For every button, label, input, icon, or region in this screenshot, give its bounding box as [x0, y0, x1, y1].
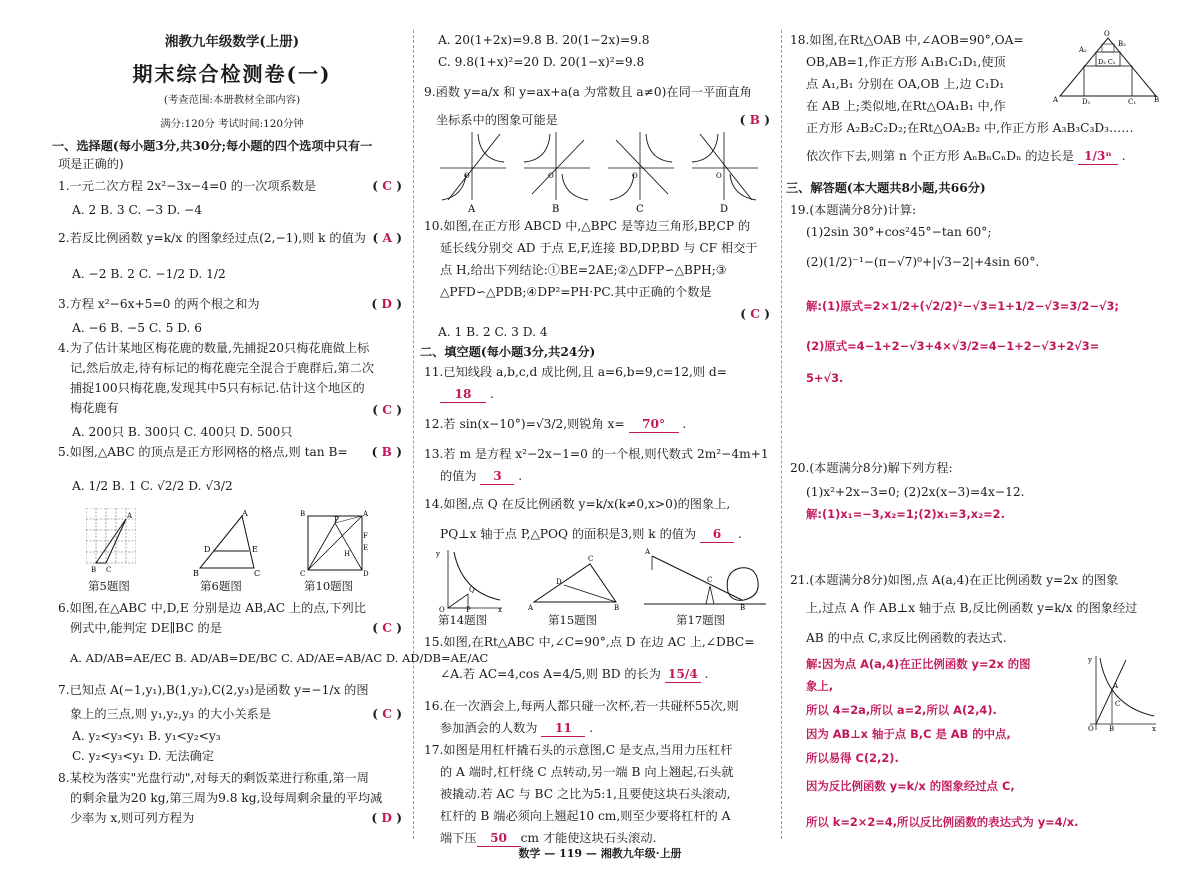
question-10-line3: 点 H,给出下列结论:①BE=2AE;②△DFP∽△BPH;③ — [440, 263, 727, 277]
question-8-line2: 的剩余量为20 kg,第三周为9.8 kg,设每周剩余量的平均减 — [70, 791, 383, 805]
question-21-line2: 上,过点 A 作 AB⊥x 轴于点 B,反比例函数 y=k/x 的图象经过 — [806, 601, 1138, 615]
caption-figure-10: 第10题图 — [304, 579, 354, 593]
svg-text:A: A — [645, 548, 651, 556]
svg-text:x: x — [498, 606, 502, 612]
options-8-row2: C. 9.8(1+x)²=20 D. 20(1−x)²=9.8 — [438, 55, 645, 69]
svg-text:O: O — [1104, 30, 1110, 38]
figure-9-label: D — [720, 204, 729, 214]
figure-10-square — [298, 510, 372, 576]
answer-13: 3 — [480, 468, 514, 485]
svg-text:B₂: B₂ — [1118, 40, 1126, 48]
svg-text:O: O — [548, 172, 554, 180]
score-time: 满分:120分 考试时间:120分钟 — [160, 118, 304, 130]
figure-9-graphs — [434, 130, 770, 214]
question-9-line2: 坐标系中的图象可能是 — [436, 113, 558, 127]
svg-text:C: C — [707, 576, 713, 584]
caption-figure-17: 第17题图 — [676, 613, 726, 627]
question-4-line2: 记,然后放走,待有标记的梅花鹿完全混合于鹿群后,第二次 — [70, 361, 375, 375]
caption-figure-14: 第14题图 — [438, 613, 488, 627]
svg-text:y: y — [1088, 656, 1092, 664]
column-middle — [420, 26, 774, 845]
svg-text:D₁: D₁ — [1082, 98, 1091, 106]
svg-text:B: B — [1109, 725, 1115, 732]
question-16-line1: 16.在一次酒会上,每两人都只碰一次杯,若一共碰杯55次,则 — [424, 699, 739, 713]
svg-text:A: A — [528, 604, 534, 610]
options-2: A. −2 B. 2 C. −1/2 D. 1/2 — [72, 267, 226, 281]
figure-15-triangle — [528, 550, 624, 610]
svg-text:O: O — [439, 606, 445, 612]
answer-15: 15/4 — [665, 666, 701, 683]
svg-text:O: O — [1088, 725, 1094, 732]
question-13-line1: 13.若 m 是方程 x²−2x−1=0 的一个根,则代数式 2m²−4m+1 — [424, 447, 769, 461]
figure-5-grid — [86, 508, 136, 574]
solution-19-part2-cont: 5+√3. — [806, 371, 844, 385]
options-5: A. 1/2 B. 1 C. √2/2 D. √3/2 — [72, 479, 233, 493]
solution-21-line3: 所以 4=2a,所以 a=2,所以 A(2,4). — [806, 703, 997, 717]
question-10-line4: △PFD∽△PDB;④DP²=PH·PC.其中正确的个数是 — [440, 285, 712, 299]
question-14-line2: PQ⊥x 轴于点 P,△POQ 的面积是3,则 k 的值为 6 . — [440, 527, 742, 541]
svg-text:A: A — [127, 512, 133, 520]
svg-text:C: C — [106, 566, 112, 574]
solution-19-part1: 解:(1)原式=2×1/2+(√2/2)²−√3=1+1/2−√3=3/2−√3; — [806, 299, 1119, 313]
svg-text:D₂ C₂: D₂ C₂ — [1098, 58, 1116, 66]
svg-text:A₂: A₂ — [1079, 46, 1087, 54]
figure-21-graph — [1082, 654, 1158, 732]
svg-text:x: x — [1152, 725, 1156, 732]
svg-text:B: B — [1154, 96, 1160, 104]
question-4-line3: 捕捉100只梅花鹿,发现其中5只有标记.估计这个地区的 — [70, 381, 365, 395]
answer-14: 6 — [700, 526, 734, 543]
caption-figure-6: 第6题图 — [200, 579, 242, 593]
question-17-line2: 的 A 端时,杠杆绕 C 点转动,另一端 B 向上翘起,石头就 — [440, 765, 734, 779]
question-8-line3: 少率为 x,则可列方程为 — [70, 811, 195, 825]
question-18-line4: 在 AB 上;类似地,在Rt△OA₁B₁ 中,作 — [806, 99, 1006, 113]
svg-text:D: D — [363, 570, 369, 576]
section-solve-heading: 三、解答题(本大题共8小题,共66分) — [786, 181, 986, 195]
svg-text:C₁: C₁ — [1128, 98, 1137, 106]
answer-4: ( C ) — [372, 403, 402, 417]
question-7-line1: 7.已知点 A(−1,y₁),B(1,y₂),C(2,y₃)是函数 y=−1/x 的图 — [58, 683, 369, 697]
question-10-line1: 10.如图,在正方形 ABCD 中,△BPC 是等边三角形,BP,CP 的 — [424, 219, 751, 233]
answer-9: ( B ) — [739, 113, 770, 127]
question-14-line1: 14.如图,点 Q 在反比例函数 y=k/x(k≠0,x>0)的图象上, — [424, 497, 731, 511]
figure-9-label: A — [468, 204, 476, 214]
question-20: 20.(本题满分8分)解下列方程: — [790, 461, 953, 475]
figure-9-label: C — [636, 204, 644, 214]
question-19: 19.(本题满分8分)计算: — [790, 203, 917, 217]
figure-9-option-B — [524, 132, 590, 214]
question-9-line1: 9.函数 y=a/x 和 y=ax+a(a 为常数且 a≠0)在同一平面直角 — [424, 85, 752, 99]
question-4-line4: 梅花鹿有 — [70, 401, 119, 415]
answer-5: ( B ) — [371, 445, 402, 459]
scope-note: (考查范围:本册教材全部内容) — [163, 94, 301, 106]
svg-text:F: F — [363, 532, 368, 540]
page-footer: 数学 — 119 — 湘教九年级·上册 — [518, 847, 682, 860]
question-17-line4: 杠杆的 B 端必须向上翘起10 cm,则至少要将杠杆的 A — [440, 809, 731, 823]
svg-text:y: y — [436, 550, 440, 558]
options-1: A. 2 B. 3 C. −3 D. −4 — [72, 203, 203, 217]
figure-18-squares — [1052, 28, 1162, 106]
svg-text:B: B — [614, 604, 620, 610]
answer-12: 70° — [629, 416, 679, 433]
options-7-row1: A. y₂<y₃<y₁ B. y₁<y₂<y₃ — [72, 729, 221, 743]
svg-text:B: B — [91, 566, 97, 574]
svg-text:C: C — [1115, 700, 1121, 708]
solution-21-line6: 因为反比例函数 y=k/x 的图象经过点 C, — [806, 779, 1015, 793]
solution-21-line2: 象上, — [806, 679, 834, 693]
question-2: 2.若反比例函数 y=k/x 的图象经过点(2,−1),则 k 的值为 — [58, 231, 366, 245]
options-6: A. AD/AB=AE/EC B. AD/AB=DE/BC C. AD/AE=AB/AC D. AD/DB=AE/AC — [70, 651, 489, 665]
options-10: A. 1 B. 2 C. 3 D. 4 — [438, 325, 548, 339]
question-21-line3: AB 的中点 C,求反比例函数的表达式. — [806, 631, 1007, 645]
question-18-line6: 依次作下去,则第 n 个正方形 AₙBₙCₙDₙ 的边长是 1/3ⁿ . — [806, 149, 1126, 163]
answer-7: ( C ) — [372, 707, 402, 721]
figure-9-label: B — [552, 204, 560, 214]
question-18-line2: OB,AB=1,作正方形 A₁B₁C₁D₁,使顶 — [806, 55, 1006, 69]
question-21-line1: 21.(本题满分8分)如图,点 A(a,4)在正比例函数 y=2x 的图象 — [790, 573, 1119, 587]
solution-21-line1: 解:因为点 A(a,4)在正比例函数 y=2x 的图 — [806, 657, 1031, 671]
answer-16: 11 — [541, 720, 585, 737]
question-18-line5: 正方形 A₂B₂C₂D₂;在Rt△OA₂B₂ 中,作正方形 A₃B₃C₃D₃…… — [806, 121, 1134, 135]
question-3: 3.方程 x²−6x+5=0 的两个根之和为 — [58, 297, 260, 311]
svg-text:A: A — [1053, 96, 1059, 104]
svg-text:P: P — [334, 516, 339, 524]
solution-19-part2: (2)原式=4−1+2−√3+4×√3/2=4−1+2−√3+2√3= — [806, 339, 1100, 353]
question-7-line2: 象上的三点,则 y₁,y₂,y₃ 的大小关系是 — [70, 707, 271, 721]
answer-11: 18 . — [424, 386, 774, 403]
svg-text:E: E — [363, 544, 369, 552]
svg-text:C: C — [254, 569, 261, 576]
answer-1: ( C ) — [372, 179, 402, 193]
question-17-line1: 17.如图是用杠杆撬石头的示意图,C 是支点,当用力压杠杆 — [424, 743, 733, 757]
svg-text:D: D — [556, 578, 562, 586]
question-17-line5: 端下压 50 cm 才能使这块石头滚动. — [440, 831, 657, 845]
question-16-line2: 参加酒会的人数为 11 . — [440, 721, 594, 735]
svg-text:D: D — [204, 545, 211, 554]
answer-18: 1/3ⁿ — [1078, 148, 1118, 165]
svg-text:P: P — [466, 606, 471, 612]
solution-21-line5: 所以易得 C(2,2). — [806, 751, 899, 765]
section-choice-heading: 一、选择题(每小题3分,共30分;每小题的四个选项中只有一 — [52, 139, 373, 153]
question-5: 5.如图,△ABC 的顶点是正方形网格的格点,则 tan B= — [58, 445, 348, 459]
answer-2: ( A ) — [372, 231, 402, 245]
svg-text:O: O — [632, 172, 638, 180]
answer-3: ( D ) — [371, 297, 402, 311]
question-19-part2: (2)(1/2)⁻¹−(π−√7)⁰+|√3−2|+4sin 60°. — [806, 255, 1040, 269]
figure-6-triangle — [190, 510, 270, 576]
solution-21-line7: 所以 k=2×2=4,所以反比例函数的表达式为 y=4/x. — [806, 815, 1079, 829]
question-4-line1: 4.为了估计某地区梅花鹿的数量,先捕捉20只梅花鹿做上标 — [58, 341, 370, 355]
figure-9-option-A — [440, 132, 506, 214]
answer-17: 50 — [477, 830, 521, 847]
question-18-line3: 点 A₁,B₁ 分别在 OA,OB 上,边 C₁D₁ — [806, 77, 1005, 91]
options-3: A. −6 B. −5 C. 5 D. 6 — [72, 321, 203, 335]
solution-21-line4: 因为 AB⊥x 轴于点 B,C 是 AB 的中点, — [806, 727, 1011, 741]
svg-text:E: E — [252, 545, 258, 554]
page-title: 期末综合检测卷(一) — [132, 62, 332, 86]
svg-text:C: C — [588, 555, 594, 563]
section-fill-heading: 二、填空题(每小题3分,共24分) — [420, 345, 596, 359]
question-13-line2: 的值为 3 . — [440, 469, 523, 483]
solution-20: 解:(1)x₁=−3,x₂=1;(2)x₁=3,x₂=2. — [806, 507, 1005, 521]
caption-figure-5: 第5题图 — [88, 579, 130, 593]
options-7-row2: C. y₂<y₃<y₁ D. 无法确定 — [72, 749, 215, 763]
answer-10: ( C ) — [740, 307, 770, 321]
question-15-line1: 15.如图,在Rt△ABC 中,∠C=90°,点 D 在边 AC 上,∠DBC= — [424, 635, 755, 649]
figure-14-hyperbola — [434, 548, 504, 612]
column-right — [786, 26, 1162, 837]
svg-text:Q: Q — [469, 586, 475, 594]
question-19-part1: (1)2sin 30°+cos²45°−tan 60°; — [806, 225, 992, 239]
svg-text:A: A — [242, 510, 248, 518]
svg-text:C: C — [300, 570, 306, 576]
answer-8: ( D ) — [371, 811, 402, 825]
question-20-parts: (1)x²+2x−3=0; (2)2x(x−3)=4x−12. — [806, 485, 1025, 499]
section-choice-heading-cont: 项是正确的) — [58, 157, 124, 171]
svg-text:B: B — [740, 604, 746, 612]
figure-9-option-D — [692, 132, 758, 214]
figure-9-option-C — [608, 132, 674, 214]
question-17-line3: 被撬动.若 AC 与 BC 之比为5:1,且要使这块石头滚动, — [440, 787, 731, 801]
question-6-line2: 例式中,能判定 DE∥BC 的是 — [70, 621, 222, 635]
svg-text:H: H — [344, 550, 351, 558]
figure-17-lever — [644, 548, 766, 612]
caption-figure-15: 第15题图 — [548, 613, 598, 627]
question-10-line2: 延长线分别交 AD 于点 E,F,连接 BD,DP,BD 与 CF 相交于 — [440, 241, 758, 255]
svg-text:A: A — [363, 510, 369, 518]
question-8-line1: 8.某校为落实"光盘行动",对每天的剩饭菜进行称重,第一周 — [58, 771, 369, 785]
question-18-line1: 18.如图,在Rt△OAB 中,∠AOB=90°,OA= — [790, 33, 1024, 47]
question-15-line2: ∠A.若 AC=4,cos A=4/5,则 BD 的长为 15/4 . — [440, 667, 709, 681]
options-4: A. 200只 B. 300只 C. 400只 D. 500只 — [72, 425, 293, 439]
question-11: 11.已知线段 a,b,c,d 成比例,且 a=6,b=9,c=12,则 d= — [424, 365, 727, 379]
svg-text:O: O — [716, 172, 722, 180]
svg-text:B: B — [193, 569, 199, 576]
svg-text:A: A — [1113, 682, 1119, 690]
svg-text:O: O — [464, 172, 470, 180]
options-8-row1: A. 20(1+2x)=9.8 B. 20(1−2x)=9.8 — [438, 33, 650, 47]
book-title: 湘教九年级数学(上册) — [164, 34, 300, 50]
answer-6: ( C ) — [372, 621, 402, 635]
question-1: 1.一元二次方程 2x²−3x−4=0 的一次项系数是 — [58, 179, 317, 193]
question-12: 12.若 sin(x−10°)=√3/2,则锐角 x= 70° . — [424, 417, 687, 431]
svg-text:B: B — [300, 510, 306, 518]
question-6-line1: 6.如图,在△ABC 中,D,E 分别是边 AB,AC 上的点,下列比 — [58, 601, 366, 615]
